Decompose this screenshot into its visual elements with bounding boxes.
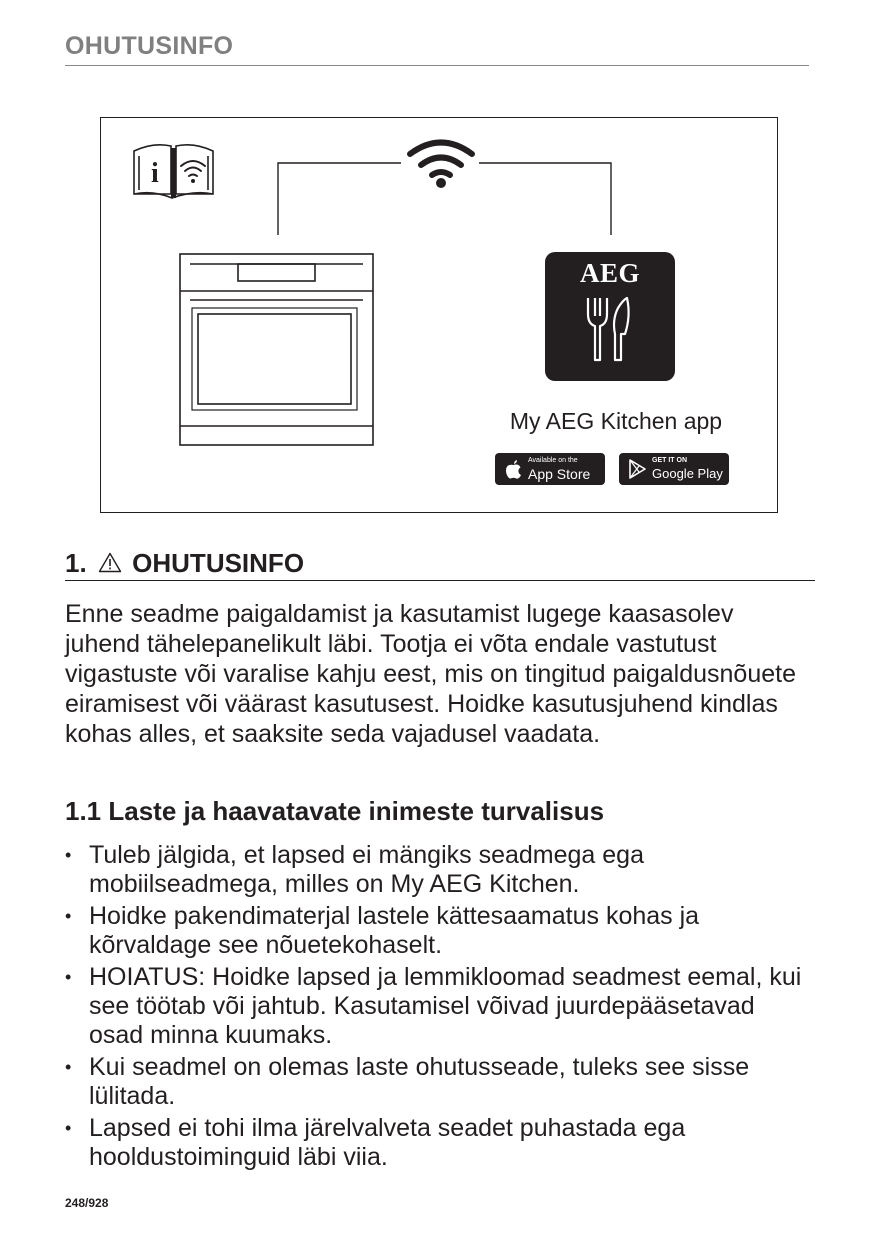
list-item xyxy=(65,1053,810,1111)
list-item-text: Lapsed ei tohi ilma järelvalveta seadet puhastada ega hooldustoiminguid läbi viia. xyxy=(89,1114,686,1171)
warning-triangle-icon xyxy=(98,552,122,573)
bullet-icon: • xyxy=(65,845,72,865)
app-store-small-text: Available on the xyxy=(528,457,578,464)
connectivity-illustration xyxy=(100,117,778,513)
section-title-text: OHUTUSINFO xyxy=(132,548,305,578)
bullet-icon: • xyxy=(65,1057,72,1077)
oven-icon xyxy=(180,254,373,445)
list-item-text: Tuleb jälgida, et lapsed ei mängiks seadmega ega mobiilseadmega, milles on My AEG Kitchen. xyxy=(89,841,644,898)
info-letter-icon: i xyxy=(151,158,159,189)
wifi-icon xyxy=(410,143,472,189)
section-number: 1. xyxy=(65,548,87,578)
fork-knife-icon xyxy=(585,296,635,364)
aeg-app-icon xyxy=(545,252,675,381)
intro-paragraph: Enne seadme paigaldamist ja kasutamist lugege kaasasolev juhend tähelepanelikult läbi. Tootja ei võta endale vastutust vigastuste või varalise kahju eest, mis on tingitud paigaldusnõuete eiramisest või väärast kasutusest. Hoidke kasutusjuhend kindlas kohas alles, et saaksite seda vajadusel vaadata. xyxy=(65,600,796,748)
bullet-icon: • xyxy=(65,906,72,926)
list-item xyxy=(65,963,810,1050)
list-item-text: HOIATUS: Hoidke lapsed ja lemmikloomad seadmest eemal, kui see töötab või jahtub. Kasutamisel võivad juurdepääsetavad osad minna kuumaks. xyxy=(89,963,802,1049)
bullet-icon: • xyxy=(65,967,72,987)
list-item xyxy=(65,841,810,899)
apple-icon xyxy=(505,459,522,479)
list-item xyxy=(65,902,810,960)
list-item xyxy=(65,1114,810,1172)
app-name-label: My AEG Kitchen app xyxy=(509,408,723,434)
google-play-badge[interactable] xyxy=(619,453,729,485)
aeg-logo: AEG xyxy=(579,258,640,288)
google-play-small-text: GET IT ON xyxy=(652,457,687,464)
safety-bullet-list xyxy=(65,841,810,1175)
app-store-label: App Store xyxy=(528,466,591,482)
page-number: 248/928 xyxy=(65,1196,109,1210)
list-item-text: Kui seadmel on olemas laste ohutusseade, tuleks see sisse lülitada. xyxy=(89,1053,750,1110)
app-store-badge[interactable] xyxy=(495,453,605,485)
play-icon xyxy=(628,459,646,479)
small-wifi-icon xyxy=(181,161,205,183)
google-play-label: Google Play xyxy=(652,466,723,481)
bullet-icon: • xyxy=(65,1118,72,1138)
list-item-text: Hoidke pakendimaterjal lastele kättesaamatus kohas ja kõrvaldage see nõuetekohaselt. xyxy=(89,902,700,959)
page-header: OHUTUSINFO xyxy=(65,32,809,66)
subsection-title: 1.1 Laste ja haavatavate inimeste turvalisus xyxy=(65,796,605,826)
section-title xyxy=(65,548,815,581)
